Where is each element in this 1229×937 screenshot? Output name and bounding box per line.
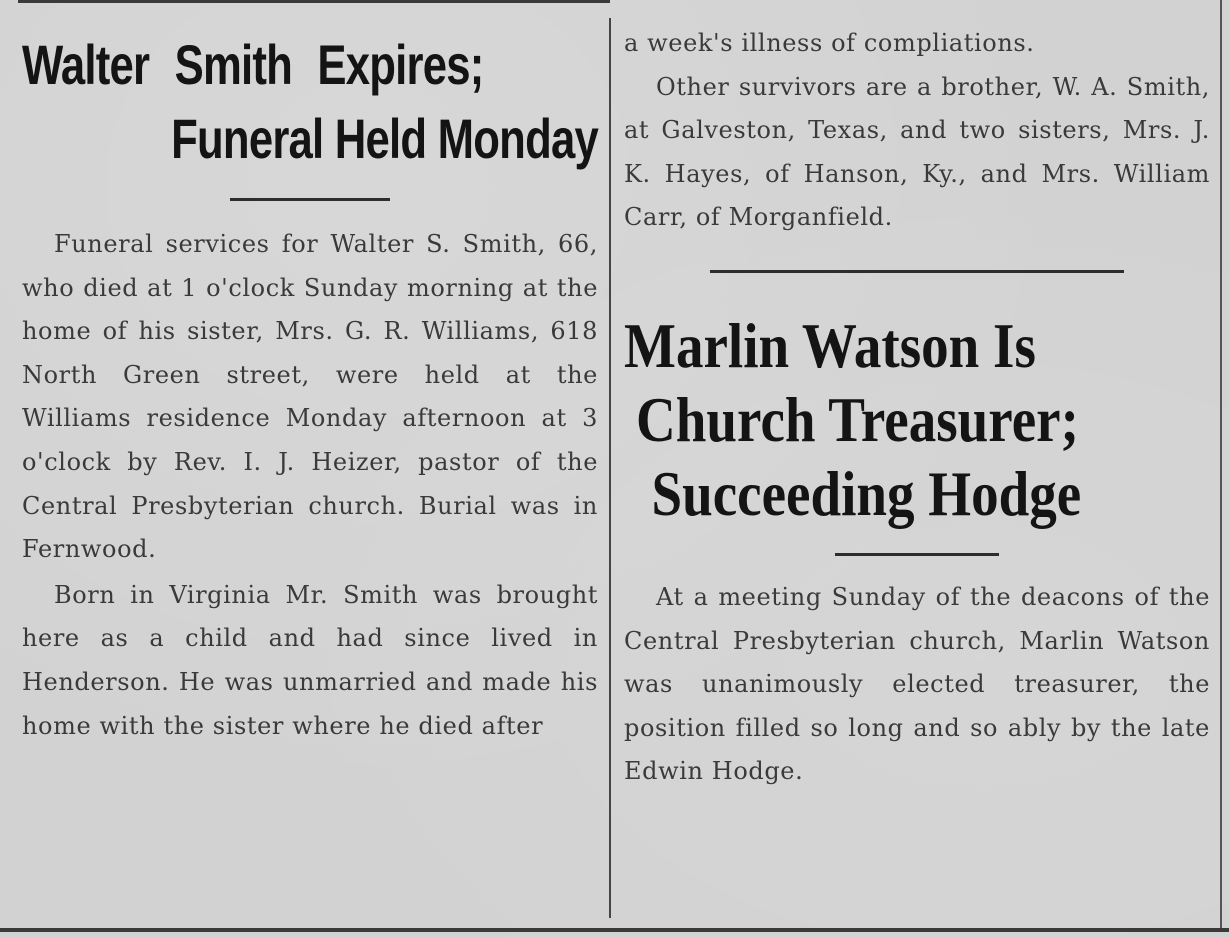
article1-continuation: a week's illness of compliations.	[624, 29, 1035, 57]
left-column	[22, 28, 598, 748]
right-border-rule	[1220, 0, 1222, 930]
right-column	[624, 28, 1210, 794]
article1-paragraph-3: Other survivors are a brother, W. A. Smith, at Galveston, Texas, and two sisters, Mrs. J. K. Hayes, of Hanson, Ky., and Mrs. William Carr, of Morganfield.	[624, 72, 1210, 232]
article2-headline-line1: Marlin Watson Is	[624, 309, 1036, 381]
headline-divider	[230, 198, 390, 201]
article1-paragraph-1: Funeral services for Walter S. Smith, 66, who died at 1 o'clock Sunday morning at the home of his sister, Mrs. G. R. Williams, 618 North Green street, were held at the Williams residence Monday afternoon at 3 o'clock by Rev. I. J. Heizer, pastor of the Central Presbyterian church. Burial was in Fernwood.	[22, 230, 598, 564]
headline-divider-2	[835, 553, 999, 556]
article1-headline-line1: Walter Smith Expires;	[22, 33, 484, 96]
article2-headline-line2: Church Treasurer;	[636, 383, 1079, 455]
top-border-rule	[18, 0, 610, 3]
column-divider	[609, 18, 611, 918]
article1-paragraph-2: Born in Virginia Mr. Smith was brought here as a child and had since lived in Henderson. He was unmarried and made his home with the sister where he died after	[22, 580, 598, 740]
article2-headline-line3: Succeeding Hodge	[651, 457, 1082, 529]
bottom-border-rule	[0, 928, 1229, 932]
article1-headline-line2: Funeral Held Monday	[171, 107, 599, 170]
article2-paragraph-1: At a meeting Sunday of the deacons of the Central Presbyterian church, Marlin Watson was unanimously elected treasurer, the position filled so long and so ably by the late Edwin Hodge.	[624, 582, 1210, 786]
article-separator-rule	[710, 270, 1124, 273]
